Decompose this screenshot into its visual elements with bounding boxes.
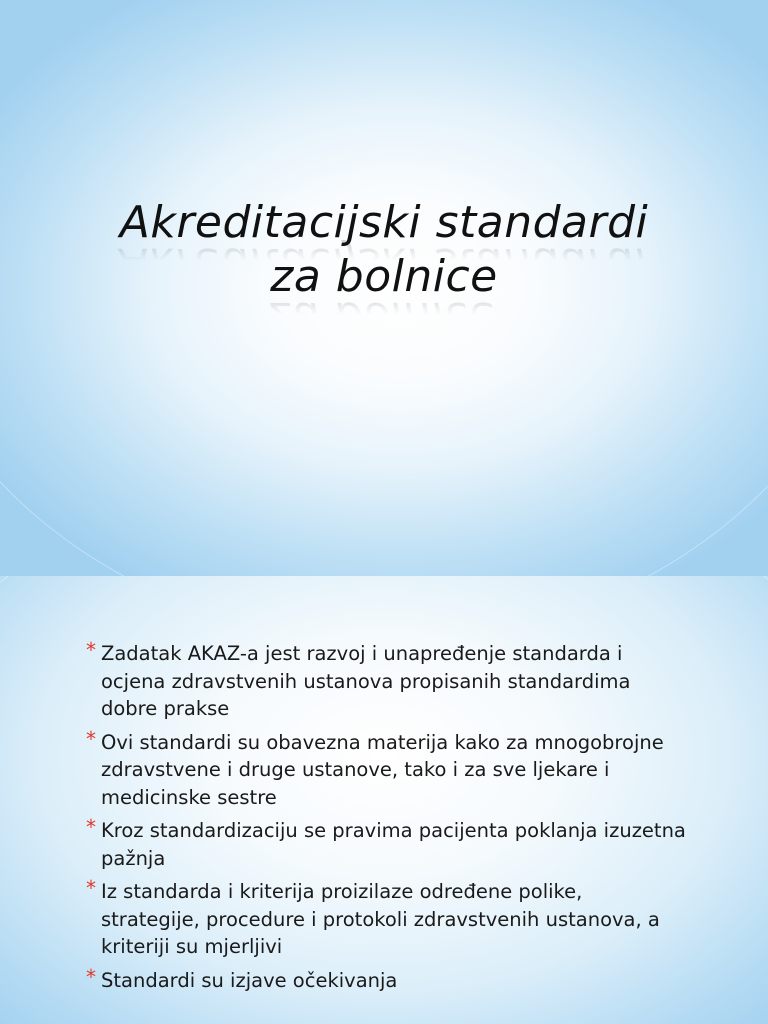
asterisk-bullet-icon: * [86, 815, 96, 839]
bullet-text: Zadatak AKAZ-a jest razvoj i unapređenje standarda i ocjena zdravstvenih ustanova propisanih standardima dobre prakse [101, 642, 631, 720]
title-line-2: za bolnice [270, 251, 498, 302]
bullet-item [86, 726, 686, 812]
bullet-item [86, 640, 686, 723]
bullet-text: Iz standarda i kriterija proizilaze određene polike, strategije, procedure i protokoli zdravstvenih ustanova, a kriteriji su mjerljivi [101, 880, 660, 958]
asterisk-bullet-icon: * [86, 876, 96, 900]
bullet-text: Kroz standardizaciju se pravima pacijenta poklanja izuzetna pažnja [101, 819, 686, 870]
asterisk-bullet-icon: * [86, 638, 96, 662]
asterisk-bullet-icon: * [86, 964, 96, 989]
asterisk-bullet-icon: * [86, 726, 96, 751]
bullet-text: Standardi su izjave očekivanja [101, 968, 398, 992]
slide-title [0, 196, 768, 304]
bullet-item [86, 878, 686, 961]
bullet-item [86, 817, 686, 872]
bullet-list [86, 640, 686, 1000]
bullet-item [86, 964, 686, 995]
title-line-1: Akreditacijski standardi [119, 197, 649, 248]
bullet-text: Ovi standardi su obavezna materija kako za mnogobrojne zdravstvene i druge ustanove, tako i za sve ljekare i medicinske sestre [101, 730, 664, 809]
